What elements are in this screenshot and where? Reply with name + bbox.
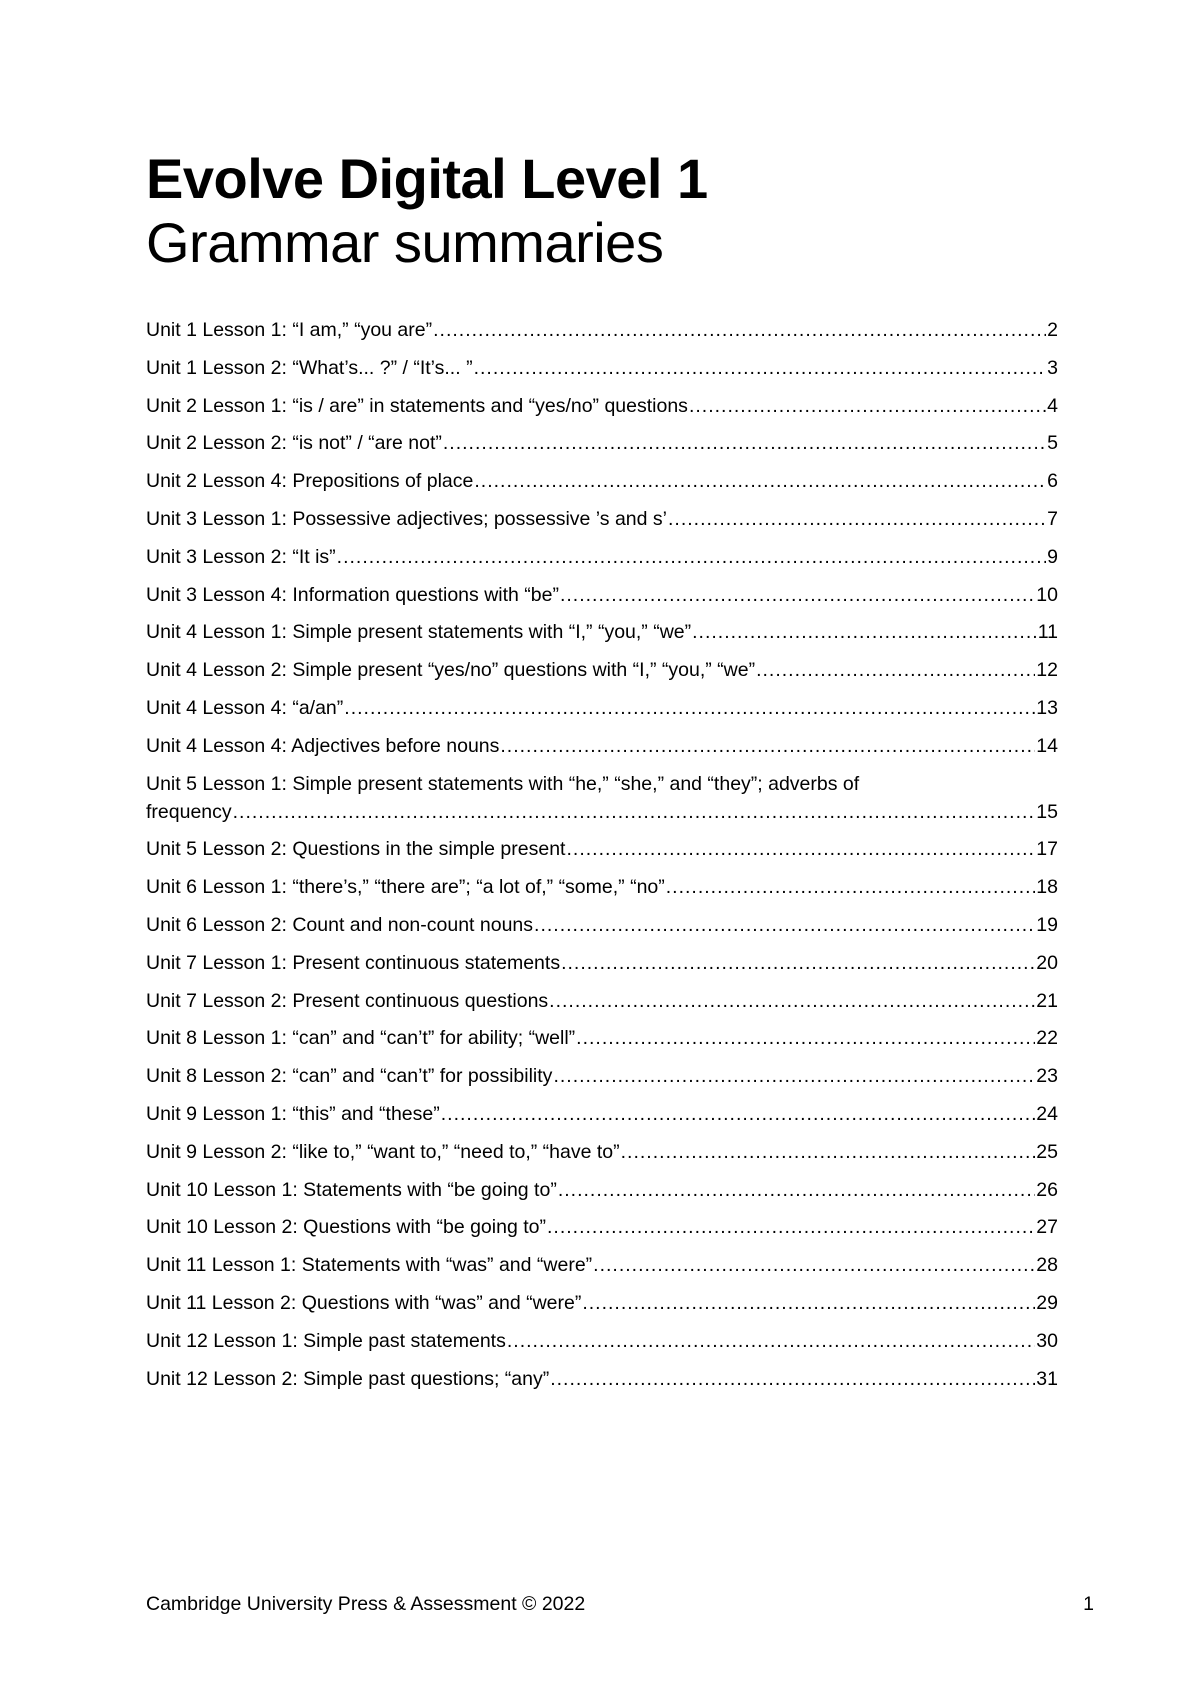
toc-page-number: 4 [1047,394,1058,417]
toc-entry[interactable] [146,732,1058,760]
toc-dot-leader [233,798,1036,826]
toc-dot-leader [337,543,1046,571]
toc-entry[interactable] [146,987,1058,1015]
toc-dot-leader [666,873,1036,901]
toc-page-number: 10 [1036,583,1058,606]
toc-entry-label: Unit 2 Lesson 1: “is / are” in statements and “yes/no” questions [146,394,688,417]
toc-dot-leader [593,1251,1035,1279]
toc-entry-label: Unit 4 Lesson 4: “a/an” [146,696,344,719]
toc-entry[interactable] [146,505,1058,533]
toc-entry[interactable] [146,949,1058,977]
toc-entry[interactable] [146,1100,1058,1128]
document-subtitle: Grammar summaries [146,211,664,274]
toc-page-number: 29 [1036,1291,1058,1314]
toc-entry[interactable] [146,1138,1058,1166]
toc-dot-leader [500,732,1035,760]
toc-entry[interactable] [146,694,1058,722]
toc-entry[interactable] [146,618,1058,646]
toc-entry[interactable] [146,354,1058,382]
toc-dot-leader [553,1062,1035,1090]
toc-entry-label: Unit 4 Lesson 1: Simple present statements with “I,” “you,” “we” [146,621,692,644]
toc-dot-leader [534,911,1035,939]
toc-entry[interactable] [146,543,1058,571]
toc-entry-label: Unit 12 Lesson 2: Simple past questions; “any” [146,1367,550,1390]
footer-page-number: 1 [1083,1593,1094,1615]
toc-dot-leader [560,581,1035,609]
toc-entry[interactable] [146,1327,1058,1355]
toc-dot-leader [550,1365,1035,1393]
toc-page-number: 13 [1036,696,1058,719]
toc-dot-leader [443,429,1046,457]
toc-page-number: 19 [1036,913,1058,936]
table-of-contents [146,316,1058,1402]
toc-entry[interactable] [146,835,1058,863]
toc-page-number: 30 [1036,1329,1058,1352]
toc-entry[interactable] [146,581,1058,609]
toc-entry-label: Unit 2 Lesson 2: “is not” / “are not” [146,432,442,455]
toc-entry[interactable] [146,770,1058,826]
toc-entry[interactable] [146,873,1058,901]
toc-entry-label: Unit 2 Lesson 4: Prepositions of place [146,470,474,493]
toc-dot-leader [507,1327,1035,1355]
toc-dot-leader [561,949,1035,977]
toc-entry-label: Unit 3 Lesson 1: Possessive adjectives; possessive ’s and s’ [146,507,667,530]
toc-dot-leader [689,392,1046,420]
toc-page-number: 31 [1036,1367,1058,1390]
toc-page-number: 17 [1036,838,1058,861]
toc-dot-leader [621,1138,1036,1166]
toc-entry-label: Unit 12 Lesson 1: Simple past statements [146,1329,506,1352]
toc-dot-leader [547,1213,1035,1241]
toc-entry[interactable] [146,1176,1058,1204]
toc-entry[interactable] [146,1213,1058,1241]
toc-entry[interactable] [146,656,1058,684]
toc-entry-label: Unit 4 Lesson 4: Adjectives before nouns [146,734,500,757]
toc-dot-leader [558,1176,1035,1204]
toc-entry[interactable] [146,1365,1058,1393]
toc-page-number: 11 [1037,621,1058,644]
toc-entry-label: frequency [146,800,232,823]
toc-entry-label-line1: Unit 5 Lesson 1: Simple present statements with “he,” “she,” and “they”; adverbs of [146,772,860,795]
toc-entry[interactable] [146,1289,1058,1317]
toc-dot-leader [441,1100,1036,1128]
toc-entry[interactable] [146,1062,1058,1090]
toc-entry-label: Unit 1 Lesson 2: “What’s... ?” / “It’s... ” [146,356,473,379]
toc-dot-leader [756,656,1035,684]
toc-entry-label: Unit 7 Lesson 2: Present continuous questions [146,989,549,1012]
toc-entry-label: Unit 5 Lesson 2: Questions in the simple present [146,838,566,861]
toc-page-number: 14 [1036,734,1058,757]
toc-entry[interactable] [146,1251,1058,1279]
toc-entry-label: Unit 3 Lesson 2: “It is” [146,545,336,568]
toc-page-number: 26 [1036,1178,1058,1201]
toc-entry-label: Unit 8 Lesson 2: “can” and “can’t” for possibility [146,1065,553,1088]
toc-entry-label: Unit 3 Lesson 4: Information questions with “be” [146,583,559,606]
toc-page-number: 23 [1036,1065,1058,1088]
toc-entry-label: Unit 10 Lesson 2: Questions with “be going to” [146,1216,546,1239]
toc-page-number: 6 [1047,470,1058,493]
toc-page-number: 7 [1047,507,1058,530]
toc-page-number: 15 [1036,800,1058,823]
toc-entry-label: Unit 10 Lesson 1: Statements with “be going to” [146,1178,557,1201]
toc-entry-label: Unit 8 Lesson 1: “can” and “can’t” for ability; “well” [146,1027,576,1050]
toc-dot-leader [576,1024,1035,1052]
toc-entry-label: Unit 9 Lesson 1: “this” and “these” [146,1102,440,1125]
toc-page-number: 24 [1036,1102,1058,1125]
toc-dot-leader [582,1289,1035,1317]
footer-copyright: Cambridge University Press & Assessment © 2022 [146,1593,586,1615]
toc-entry-label: Unit 11 Lesson 1: Statements with “was” and “were” [146,1254,593,1277]
toc-dot-leader [474,354,1047,382]
toc-entry-label: Unit 9 Lesson 2: “like to,” “want to,” “need to,” “have to” [146,1140,620,1163]
toc-page-number: 2 [1047,319,1058,341]
toc-entry-label: Unit 1 Lesson 1: “I am,” “you are” [146,319,433,341]
toc-entry-label: Unit 11 Lesson 2: Questions with “was” and “were” [146,1291,582,1314]
toc-page-number: 18 [1036,876,1058,899]
toc-entry[interactable] [146,467,1058,495]
toc-page-number: 21 [1036,989,1058,1012]
toc-entry-label: Unit 6 Lesson 2: Count and non-count nouns [146,913,534,936]
toc-entry-label: Unit 7 Lesson 1: Present continuous statements [146,951,561,974]
toc-entry[interactable] [146,429,1058,457]
toc-entry-label: Unit 6 Lesson 1: “there’s,” “there are”; “a lot of,” “some,” “no” [146,876,665,899]
toc-page-number: 28 [1036,1254,1058,1277]
toc-page-number: 27 [1036,1216,1058,1239]
toc-dot-leader [474,467,1046,495]
toc-page-number: 3 [1047,356,1058,379]
toc-entry[interactable] [146,316,1058,344]
toc-entry[interactable] [146,911,1058,939]
toc-dot-leader [549,987,1035,1015]
toc-entry-label: Unit 4 Lesson 2: Simple present “yes/no” questions with “I,” “you,” “we” [146,659,756,682]
toc-dot-leader [433,316,1046,344]
toc-page-number: 25 [1036,1140,1058,1163]
toc-page-number: 22 [1036,1027,1058,1050]
toc-dot-leader [344,694,1035,722]
toc-entry[interactable] [146,392,1058,420]
toc-dot-leader [566,835,1035,863]
document-title: Evolve Digital Level 1 [146,147,708,210]
toc-dot-leader [668,505,1046,533]
toc-page-number: 5 [1047,432,1058,455]
toc-page-number: 20 [1036,951,1058,974]
toc-entry[interactable] [146,1024,1058,1052]
toc-page-number: 12 [1036,659,1058,682]
toc-page-number: 9 [1047,545,1058,568]
toc-dot-leader [692,618,1037,646]
